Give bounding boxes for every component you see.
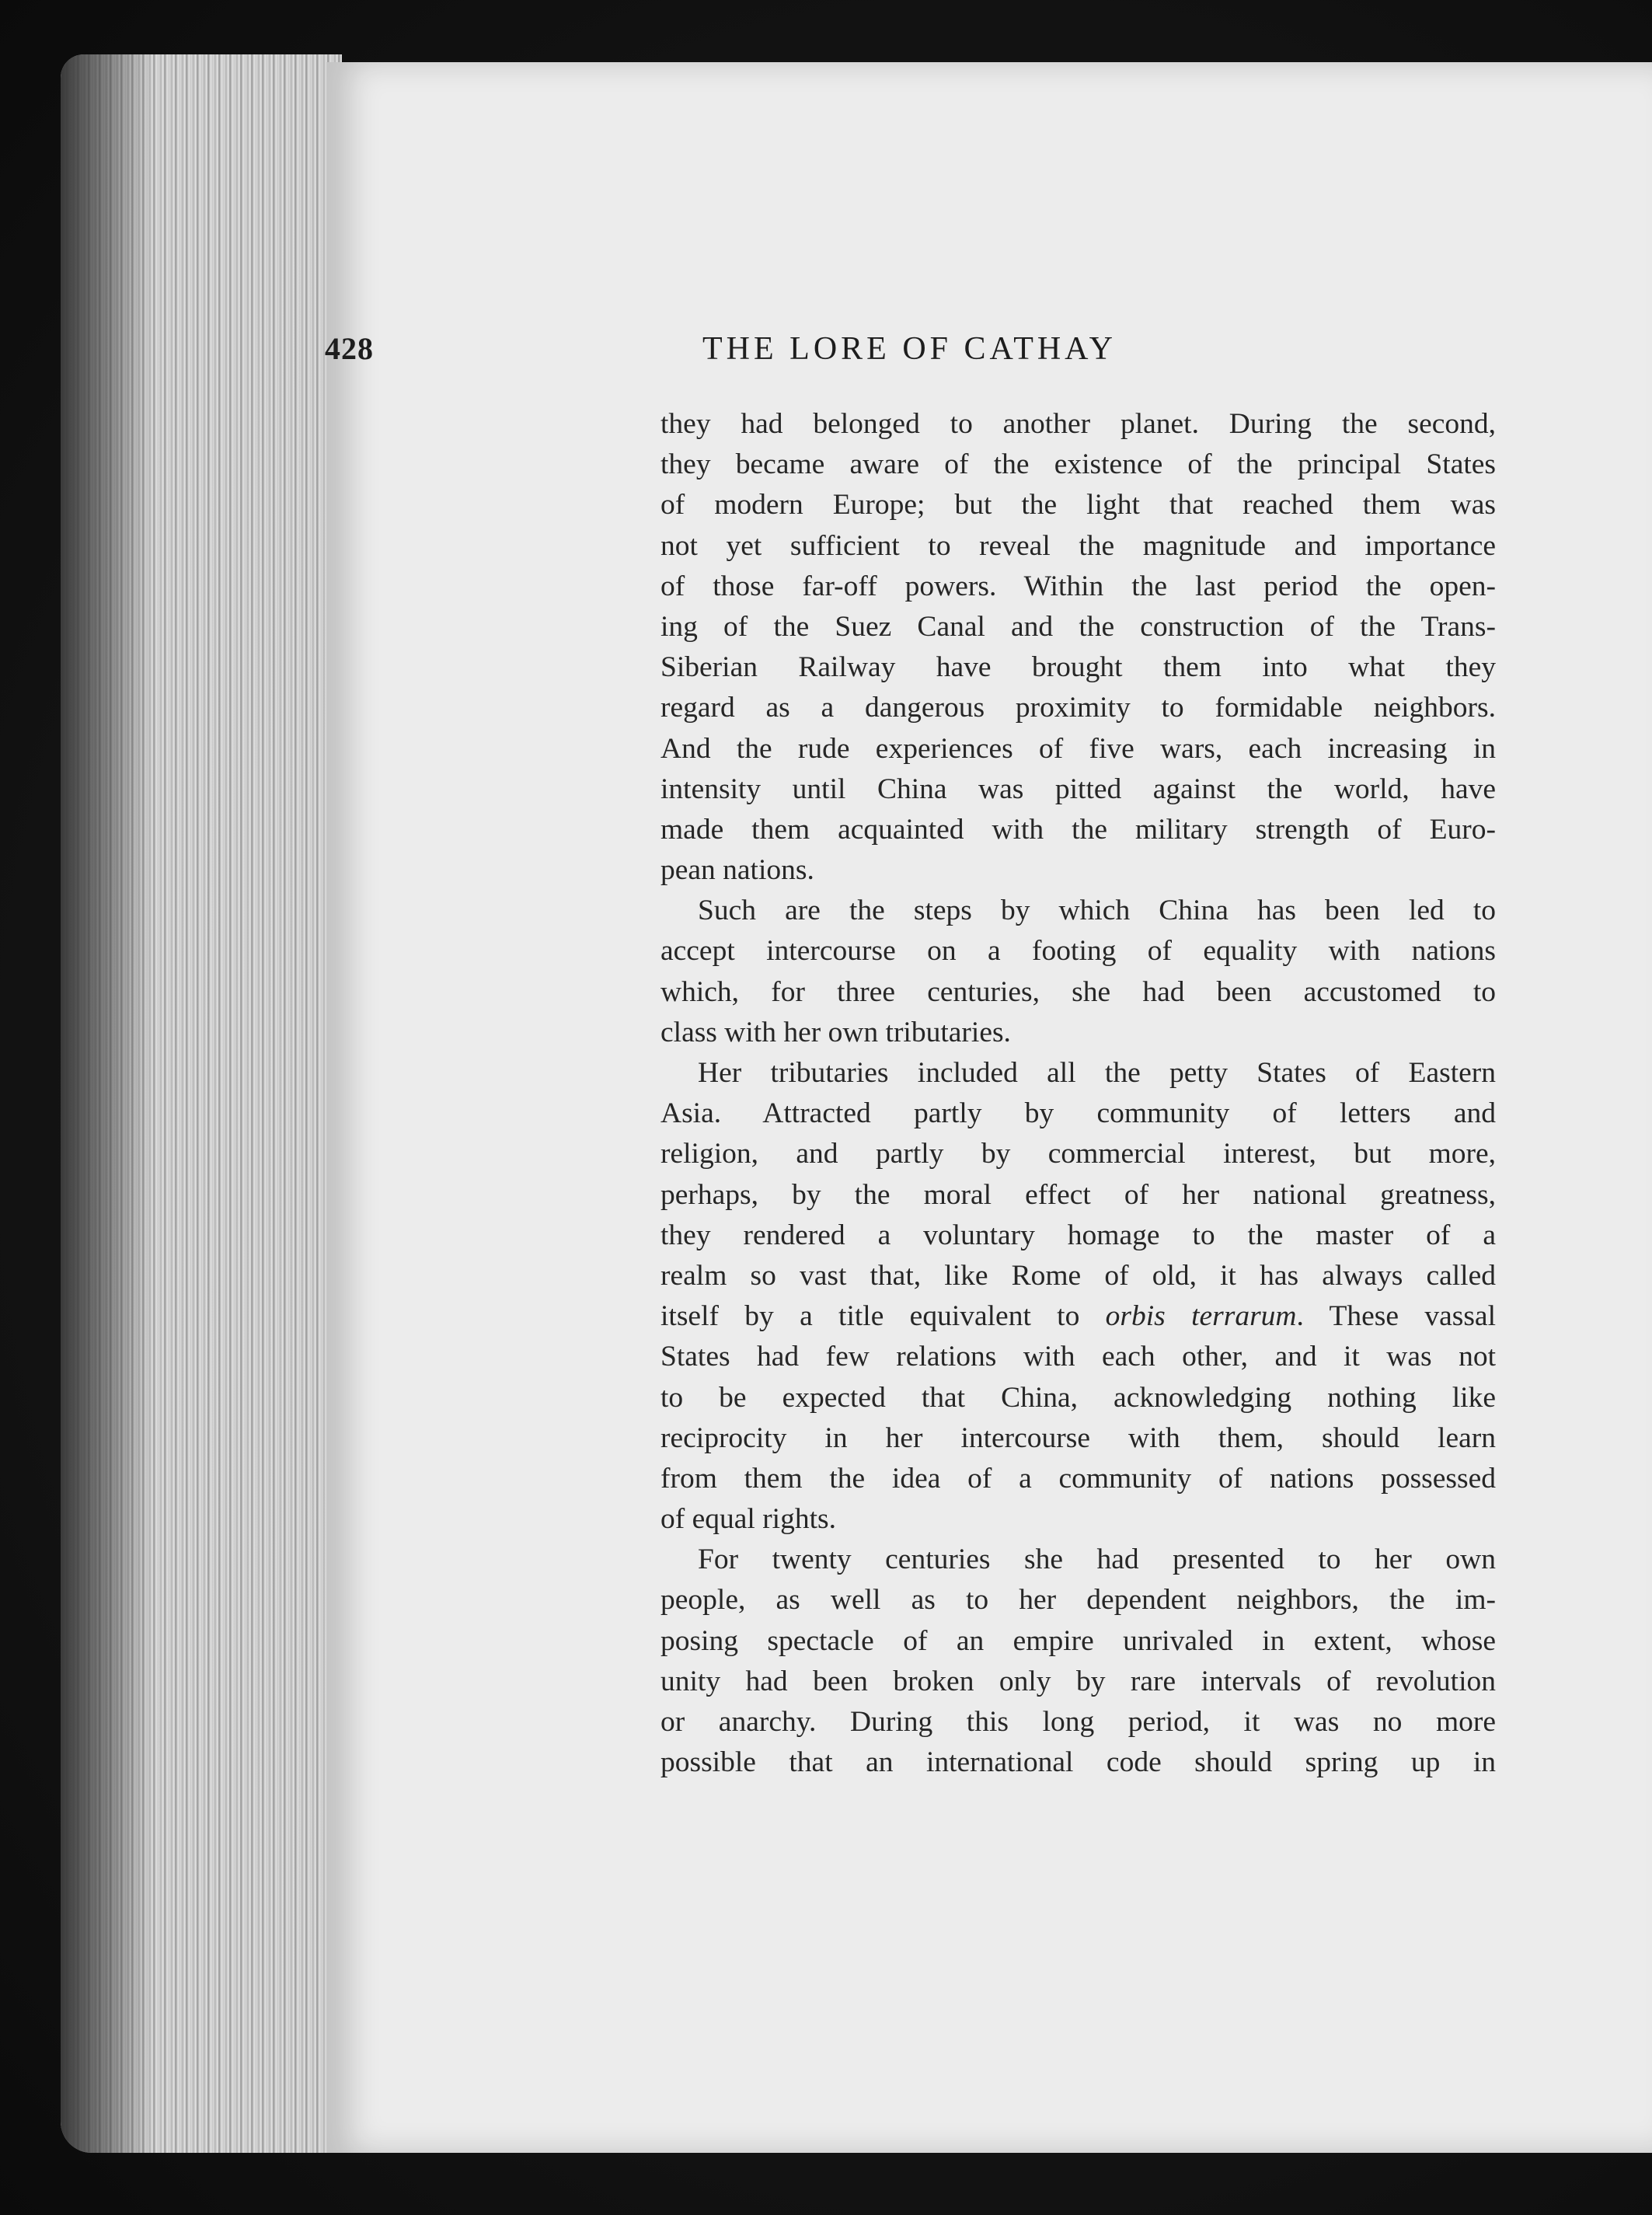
text-line: And the rude experiences of five wars, each increasing in <box>660 732 1496 765</box>
text-line: Siberian Railway have brought them into what they <box>660 651 1496 684</box>
text-line: pean nations. <box>660 854 814 887</box>
text-line: posing spectacle of an empire unrivaled in extent, whose <box>660 1624 1496 1657</box>
body-text <box>660 404 1496 1783</box>
page-number: 428 <box>325 331 374 366</box>
book-title: THE LORE OF CATHAY <box>702 331 1117 367</box>
text-line: they rendered a voluntary homage to the master of a <box>660 1219 1496 1251</box>
text-line: unity had been broken only by rare intervals of revolution <box>660 1665 1496 1697</box>
text-line: perhaps, by the moral effect of her national greatness, <box>660 1178 1496 1211</box>
text-line: which, for three centuries, she had been accustomed to <box>660 975 1496 1008</box>
text-line: religion, and partly by commercial interest, but more, <box>660 1138 1496 1170</box>
text-line: to be expected that China, acknowledging nothing like <box>660 1381 1496 1414</box>
running-head <box>325 330 1494 377</box>
text-line: For twenty centuries she had presented to her own <box>698 1544 1496 1576</box>
text-line: reciprocity in her intercourse with them, should learn <box>660 1421 1496 1454</box>
text-line: of equal rights. <box>660 1503 836 1536</box>
text-line: or anarchy. During this long period, it was no more <box>660 1706 1496 1738</box>
text-line: itself by a title equivalent to orbis terrarum. These vassal <box>660 1300 1496 1333</box>
text-line: ing of the Suez Canal and the construction of the Trans- <box>660 610 1496 643</box>
text-line: intensity until China was pitted against the world, have <box>660 773 1496 805</box>
text-line: Her tributaries included all the petty States of Eastern <box>698 1057 1496 1089</box>
text-line: Asia. Attracted partly by community of letters and <box>660 1097 1496 1130</box>
text-line: they had belonged to another planet. During the second, <box>660 408 1496 440</box>
text-line: people, as well as to her dependent neighbors, the im- <box>660 1584 1496 1617</box>
text-line: accept intercourse on a footing of equality with nations <box>660 935 1496 968</box>
text-line: realm so vast that, like Rome of old, it has always called <box>660 1259 1496 1292</box>
text-line: States had few relations with each other, and it was not <box>660 1341 1496 1373</box>
text-line: regard as a dangerous proximity to formidable neighbors. <box>660 692 1496 724</box>
text-line: Such are the steps by which China has been led to <box>698 895 1496 927</box>
text-line: made them acquainted with the military strength of Euro- <box>660 813 1496 846</box>
text-line: they became aware of the existence of the principal States <box>660 448 1496 481</box>
text-line: from them the idea of a community of nations possessed <box>660 1462 1496 1495</box>
text-line: possible that an international code should spring up in <box>660 1746 1496 1779</box>
text-line: of modern Europe; but the light that reached them was <box>660 489 1496 521</box>
text-line: class with her own tributaries. <box>660 1016 1011 1048</box>
text-line: not yet sufficient to reveal the magnitude and importance <box>660 529 1496 562</box>
text-line: of those far-off powers. Within the last period the open- <box>660 570 1496 602</box>
book-edge-shadow <box>61 54 154 2153</box>
latin-phrase: orbis terrarum <box>1105 1300 1297 1333</box>
